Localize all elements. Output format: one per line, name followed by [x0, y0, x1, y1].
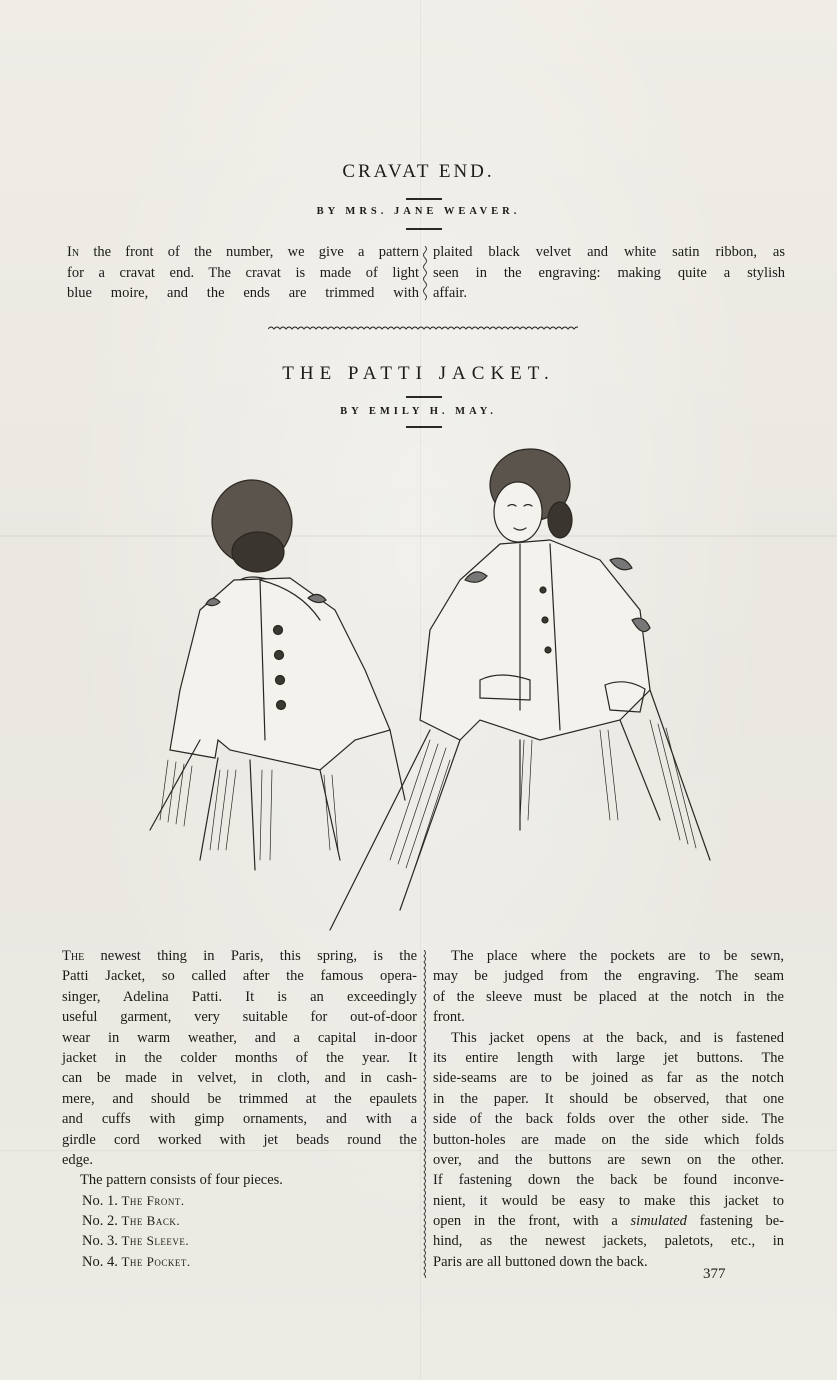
text-line: nient, it would be easy to make this jacket to [433, 1192, 784, 1209]
column-divider [421, 950, 427, 1278]
text-line: This jacket opens at the back, and is fastened [451, 1029, 784, 1046]
patti-right-column [433, 946, 784, 1272]
title-rule [406, 198, 442, 200]
text-line: The newest thing in Paris, this spring, is the [62, 948, 417, 964]
text-line: mere, and should be trimmed at the epaulets [62, 1090, 417, 1107]
text-line: Paris are all buttoned down the back. [433, 1253, 648, 1270]
text-line: of the sleeve must be placed at the notch in the [433, 988, 784, 1005]
page-number: 377 [703, 1266, 726, 1282]
text-line: Patti Jacket, so called after the famous opera- [62, 968, 417, 985]
article-title-patti-jacket: THE PATTI JACKET. [282, 363, 555, 384]
article-byline: BY EMILY H. MAY. [340, 406, 497, 417]
text-line: plaited black velvet and white satin ribbon, as [433, 244, 785, 260]
column-divider [422, 246, 428, 302]
byline-rule [406, 426, 442, 428]
text-line: singer, Adelina Patti. It is an exceedingly [62, 988, 417, 1005]
cravat-left-column [67, 242, 419, 304]
title-rule [406, 396, 442, 398]
text-line: In the front of the number, we give a pattern [67, 244, 419, 260]
text-line: side-seams are to be joined as far as the notch [433, 1070, 784, 1087]
text-line: for a cravat end. The cravat is made of light [67, 264, 419, 281]
text-line: in the paper. It should be observed, that one [433, 1090, 784, 1107]
text-line: hind, as the newest jackets, paletots, etc., in [433, 1233, 784, 1250]
byline-rule [406, 228, 442, 230]
pattern-piece: No. 4. The Pocket. [82, 1253, 191, 1270]
pattern-piece: No. 2. The Back. [82, 1213, 181, 1230]
text-line: If fastening down the back be found inconve- [433, 1172, 784, 1189]
cravat-right-column [433, 242, 785, 304]
woman-front-view [330, 449, 710, 930]
text-line: edge. [62, 1151, 93, 1168]
pattern-piece: No. 1. The Front. [82, 1192, 185, 1209]
engraving-illustration [140, 440, 720, 935]
text-line: blue moire, and the ends are trimmed with [67, 285, 419, 301]
text-line: seen in the engraving: making quite a stylish [433, 264, 785, 281]
text-line: wear in warm weather, and a capital in-door [62, 1029, 417, 1046]
pattern-intro: The pattern consists of four pieces. [80, 1172, 283, 1189]
article-title-cravat-end: CRAVAT END. [342, 161, 495, 182]
text-line: can be made in velvet, in cloth, and in cash- [62, 1070, 417, 1087]
text-line: front. [433, 1009, 465, 1026]
text-line: The place where the pockets are to be sewn, [451, 948, 784, 964]
article-byline: BY MRS. JANE WEAVER. [316, 206, 521, 217]
text-line: jacket in the colder months of the year. It [62, 1049, 417, 1066]
patti-left-column [62, 946, 417, 1272]
text-line: its entire length with large jet buttons. The [433, 1049, 784, 1066]
wavy-separator [268, 325, 578, 333]
text-line: button-holes are made on the side which folds [433, 1131, 784, 1148]
text-line: side of the back folds over the other side. The [433, 1111, 784, 1128]
text-line: and cuffs with gimp ornaments, and with a [62, 1111, 417, 1128]
text-line: open in the front, with a simulated fastening be- [433, 1213, 784, 1230]
text-line: over, and the buttons are sewn on the other. [433, 1151, 784, 1168]
woman-back-view [150, 480, 405, 870]
text-line: useful garment, very suitable for out-of-door [62, 1009, 417, 1026]
text-line: girdle cord worked with jet beads round the [62, 1131, 417, 1148]
text-line: may be judged from the engraving. The seam [433, 968, 784, 985]
text-line: affair. [433, 285, 467, 301]
pattern-piece: No. 3. The Sleeve. [82, 1233, 190, 1250]
